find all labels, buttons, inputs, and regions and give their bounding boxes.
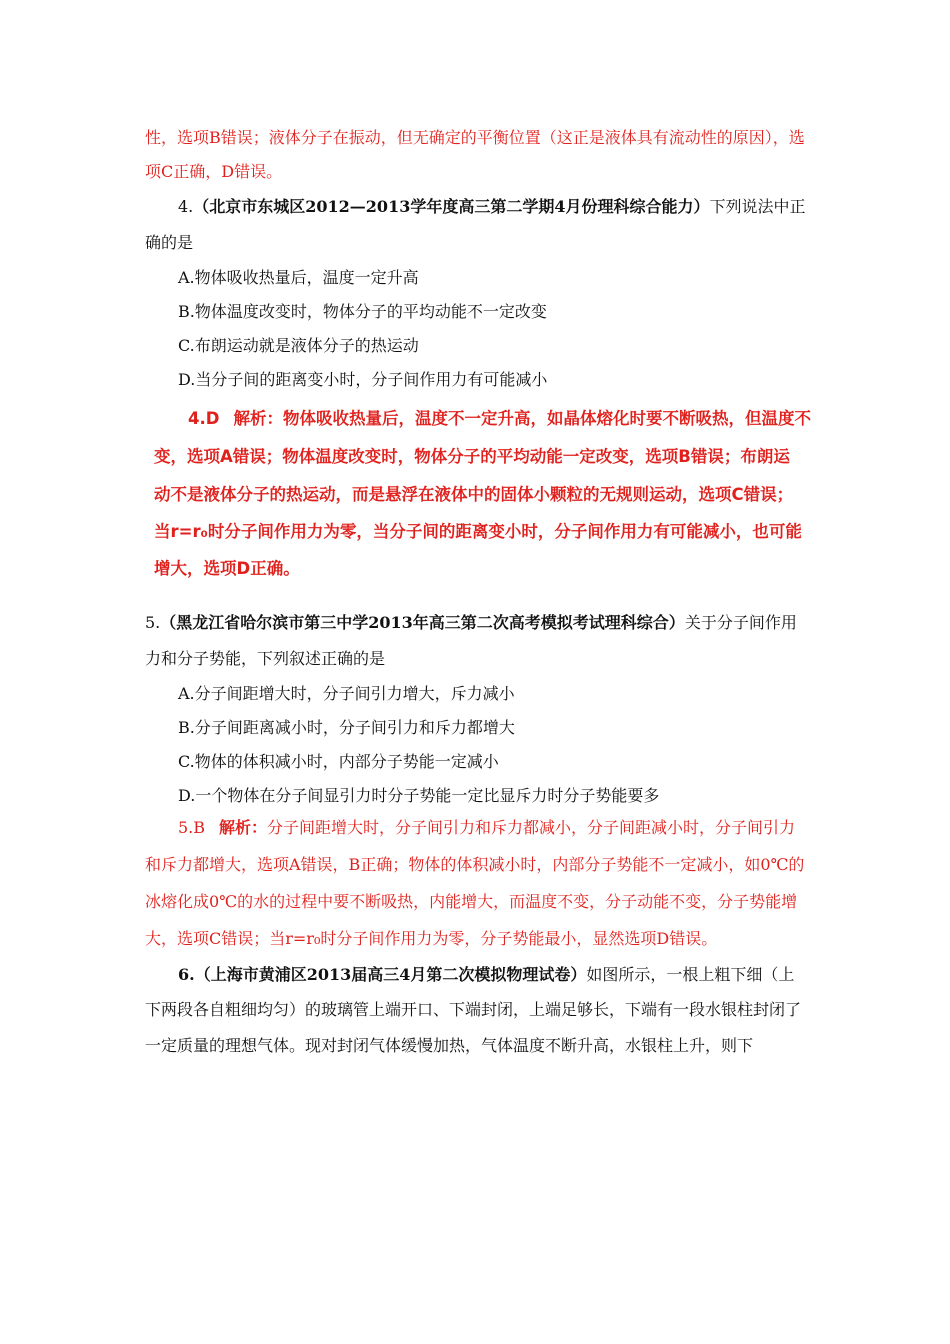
q4-analysis-line-1 bbox=[188, 408, 811, 430]
q5-analysis-line-3: 冰熔化成0℃的水的过程中要不断吸热，内能增大，而温度不变，分子动能不变，分子势能增 bbox=[145, 892, 798, 911]
prev-analysis-line-2: 项C正确，D错误。 bbox=[145, 162, 283, 181]
q5-stem: 关于分子间作用 bbox=[684, 613, 797, 632]
q4-stem: 下列说法中正 bbox=[709, 197, 806, 216]
q5-analysis-line-4: 大，选项C错误；当r=r₀时分子间作用力为零，分子势能最小，显然选项D错误。 bbox=[145, 929, 718, 948]
q4-option-b: B.物体温度改变时，物体分子的平均动能不一定改变 bbox=[178, 302, 547, 321]
q5-stem-line-2: 力和分子势能，下列叙述正确的是 bbox=[145, 649, 386, 668]
q5-number: 5. bbox=[145, 613, 161, 632]
q6-stem-line-1 bbox=[178, 964, 794, 986]
q4-source: （北京市东城区2012—2013学年度高三第二学期4月份理科综合能力） bbox=[193, 197, 710, 216]
q4-analysis-line-5: 增大，选项D正确。 bbox=[154, 559, 300, 578]
q6-stem-line-2: 下两段各自粗细均匀）的玻璃管上端开口、下端封闭，上端足够长，下端有一段水银柱封闭了 bbox=[145, 1000, 802, 1019]
q4-option-a: A.物体吸收热量后，温度一定升高 bbox=[178, 268, 419, 287]
q6-stem-line-3: 一定质量的理想气体。现对封闭气体缓慢加热，气体温度不断升高，水银柱上升，则下 bbox=[145, 1036, 754, 1055]
q4-option-c: C.布朗运动就是液体分子的热运动 bbox=[178, 336, 419, 355]
q6-source: （上海市黄浦区2013届高三4月第二次模拟物理试卷） bbox=[194, 965, 587, 984]
prev-analysis-line-1: 性，选项B错误；液体分子在振动，但无确定的平衡位置（这正是液体具有流动性的原因），选 bbox=[145, 128, 805, 147]
q4-analysis-text-1: 物体吸收热量后，温度不一定升高，如晶体熔化时要不断吸热，但温度不 bbox=[282, 409, 811, 428]
q5-option-d: D.一个物体在分子间显引力时分子势能一定比显斥力时分子势能要多 bbox=[178, 786, 660, 805]
q4-stem-line-1 bbox=[178, 196, 805, 218]
q4-analysis-label: 解析： bbox=[233, 409, 283, 428]
q4-stem-line-2: 确的是 bbox=[145, 233, 194, 252]
q5-option-a: A.分子间距增大时，分子间引力增大，斥力减小 bbox=[178, 684, 515, 703]
q5-analysis-line-1 bbox=[178, 817, 795, 839]
q5-answer: 5.B bbox=[178, 818, 206, 837]
q5-option-b: B.分子间距离减小时，分子间引力和斥力都增大 bbox=[178, 718, 515, 737]
q5-analysis-text-1: 分子间距增大时，分子间引力和斥力都减小，分子间距减小时，分子间引力 bbox=[267, 818, 796, 837]
q5-analysis-label: 解析： bbox=[219, 818, 268, 837]
q5-option-c: C.物体的体积减小时，内部分子势能一定减小 bbox=[178, 752, 499, 771]
q4-analysis-line-3: 动不是液体分子的热运动，而是悬浮在液体中的固体小颗粒的无规则运动，选项C错误； bbox=[154, 485, 794, 504]
q4-answer: 4.D bbox=[188, 409, 220, 428]
q4-analysis-line-2: 变，选项A错误；物体温度改变时，物体分子的平均动能一定改变，选项B错误；布朗运 bbox=[154, 447, 790, 466]
q6-stem: 如图所示，一根上粗下细（上 bbox=[586, 965, 795, 984]
q4-analysis-line-4: 当r=r₀时分子间作用力为零，当分子间的距离变小时，分子间作用力有可能减小，也可能 bbox=[154, 522, 802, 541]
q4-number: 4. bbox=[178, 197, 194, 216]
q5-analysis-line-2: 和斥力都增大，选项A错误，B正确；物体的体积减小时，内部分子势能不一定减小，如0℃的 bbox=[145, 855, 805, 874]
q4-option-d: D.当分子间的距离变小时，分子间作用力有可能减小 bbox=[178, 370, 548, 389]
q5-source: （黑龙江省哈尔滨市第三中学2013年高三第二次高考模拟考试理科综合） bbox=[160, 613, 685, 632]
q5-stem-line-1 bbox=[145, 612, 797, 634]
q6-number: 6. bbox=[178, 965, 195, 984]
